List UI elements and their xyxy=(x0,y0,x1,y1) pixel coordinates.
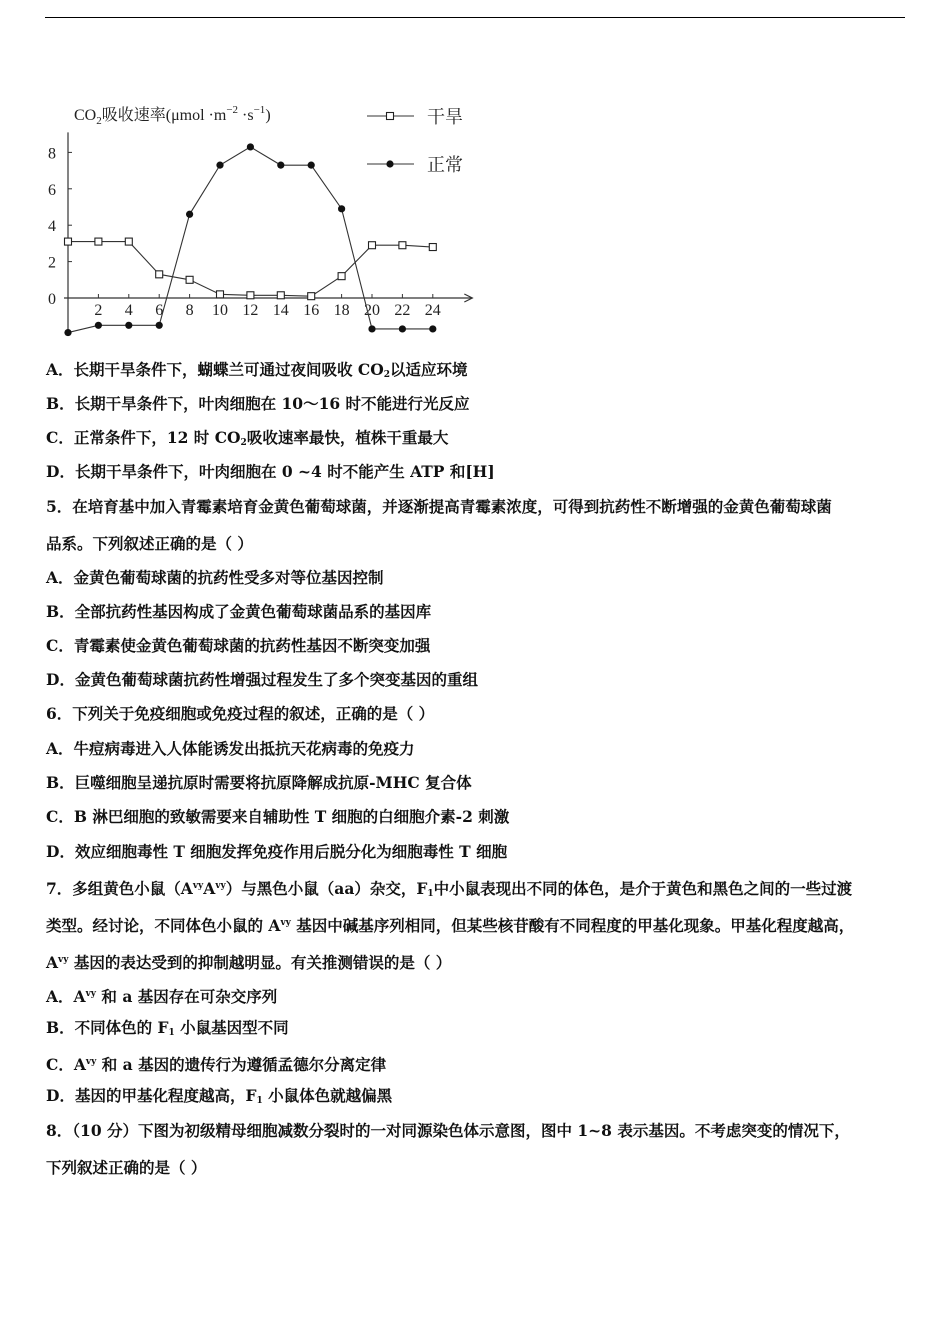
x-tick-label: 18 xyxy=(333,302,350,319)
q4-option-c: C．正常条件下，12 时 $CO_2$吸收速率最快，植株干重最大 xyxy=(46,428,449,448)
data-point-normal xyxy=(277,162,284,169)
data-point-normal xyxy=(64,329,71,336)
q8-stem-line2: 下列叙述正确的是（ ） xyxy=(46,1158,207,1177)
data-point-normal xyxy=(368,325,375,332)
data-point-drought xyxy=(338,273,345,280)
q5-option-d: D．金黄色葡萄球菌抗药性增强过程发生了多个突变基因的重组 xyxy=(46,670,478,689)
series-line-0 xyxy=(68,242,433,297)
data-point-drought xyxy=(247,292,254,299)
q7-option-b: B．不同体色的 $F_1$ 小鼠基因型不同 xyxy=(46,1018,289,1038)
data-point-normal xyxy=(247,143,254,150)
x-tick-label: 20 xyxy=(364,302,380,319)
q5-option-c: C．青霉素使金黄色葡萄球菌的抗药性基因不断突变加强 xyxy=(46,636,431,655)
data-point-drought xyxy=(399,242,406,249)
q4-option-d: D．长期干旱条件下，叶肉细胞在 0 ~4 时不能产生 ATP 和[H] xyxy=(46,462,495,481)
data-point-drought xyxy=(217,291,224,298)
x-tick-label: 12 xyxy=(242,302,259,319)
q5-option-b: B．全部抗药性基因构成了金黄色葡萄球菌品系的基因库 xyxy=(46,602,432,621)
data-point-normal xyxy=(308,162,315,169)
q4-option-a: A．长期干旱条件下，蝴蝶兰可通过夜间吸收 $CO_2$以适应环境 xyxy=(46,360,468,380)
legend-label: 干旱 xyxy=(427,107,463,128)
data-point-drought xyxy=(308,293,315,300)
legend-marker xyxy=(386,160,393,167)
data-point-drought xyxy=(95,238,102,245)
data-point-drought xyxy=(156,271,163,278)
legend-label: 正常 xyxy=(427,155,463,176)
x-tick-label: 22 xyxy=(394,302,411,319)
data-point-normal xyxy=(338,205,345,212)
x-tick-label: 2 xyxy=(94,302,103,319)
data-point-normal xyxy=(95,322,102,329)
y-tick-label: 6 xyxy=(48,181,56,199)
data-point-normal xyxy=(186,211,193,218)
q5-stem-line1: 5．在培育基中加入青霉素培育金黄色葡萄球菌，并逐渐提高青霉素浓度，可得到抗药性不断增强的金黄色葡萄球菌 xyxy=(46,497,832,516)
y-tick-label: 2 xyxy=(48,254,56,272)
data-point-drought xyxy=(369,242,376,249)
x-tick-label: 14 xyxy=(272,302,289,319)
x-tick-label: 8 xyxy=(185,302,194,319)
x-tick-label: 16 xyxy=(303,302,320,319)
y-tick-label: 4 xyxy=(48,218,56,236)
data-point-normal xyxy=(156,322,163,329)
q6-stem: 6．下列关于免疫细胞或免疫过程的叙述，正确的是（ ） xyxy=(46,704,435,723)
q5-stem-line2: 品系。下列叙述正确的是（ ） xyxy=(46,534,253,553)
chart-legend xyxy=(367,107,463,176)
y-tick-label: 8 xyxy=(48,145,56,163)
x-tick-label: 24 xyxy=(424,302,441,319)
q7-option-a: A．$A^{vy}$ 和 a 基因存在可杂交序列 xyxy=(46,987,278,1006)
data-point-drought xyxy=(277,292,284,299)
q7-stem-line2: 类型。经讨论，不同体色小鼠的 $A^{vy}$ 基因中碱基序列相同，但某些核苷酸有不同程度的甲基化现象。甲基化程度越高， xyxy=(46,916,855,935)
q6-option-d: D．效应细胞毒性 T 细胞发挥免疫作用后脱分化为细胞毒性 T 细胞 xyxy=(46,842,508,861)
x-tick-label: 6 xyxy=(155,302,164,319)
q8-stem-line1: 8．（10 分）下图为初级精母细胞减数分裂时的一对同源染色体示意图，图中 1~8 表示基因。不考虑突变的情况下， xyxy=(46,1121,850,1140)
q6-option-b: B．巨噬细胞呈递抗原时需要将抗原降解成抗原-MHC 复合体 xyxy=(46,773,472,792)
legend-marker xyxy=(387,113,394,120)
header-rule xyxy=(45,17,905,18)
y-tick-label: 0 xyxy=(48,291,56,308)
q7-option-d: D．基因的甲基化程度越高，$F_1$ 小鼠体色就越偏黑 xyxy=(46,1086,393,1106)
data-point-normal xyxy=(399,325,406,332)
q7-stem-line3: $A^{vy}$ 基因的表达受到的抑制越明显。有关推测错误的是（ ） xyxy=(46,953,452,972)
data-point-normal xyxy=(125,322,132,329)
q4-option-b: B．长期干旱条件下，叶肉细胞在 10～16 时不能进行光反应 xyxy=(46,394,470,413)
data-point-normal xyxy=(429,325,436,332)
data-point-drought xyxy=(125,238,132,245)
y-axis-label: $CO_2$吸收速率$(\mu mol \cdot m^{-2} \cdot s^{-1})$ xyxy=(74,104,271,127)
x-tick-label: 4 xyxy=(124,302,133,319)
data-point-normal xyxy=(216,162,223,169)
q7-stem-line1: 7．多组黄色小鼠$(A^{vy}A^{vy})$与黑色小鼠（aa）杂交，$F_1$中小鼠表现出不同的体色，是介于黄色和黑色之间的一些过渡 xyxy=(46,879,853,899)
x-tick-label: 10 xyxy=(212,302,228,319)
data-point-drought xyxy=(186,276,193,283)
co2-absorption-chart xyxy=(48,98,492,348)
chart-axes xyxy=(48,132,472,332)
data-point-drought xyxy=(429,244,436,251)
q7-option-c: C．$A^{vy}$ 和 a 基因的遗传行为遵循孟德尔分离定律 xyxy=(46,1055,387,1074)
q6-option-c: C．B 淋巴细胞的致敏需要来自辅助性 T 细胞的白细胞介素-2 刺激 xyxy=(46,807,510,826)
data-point-drought xyxy=(65,238,72,245)
q6-option-a: A．牛痘病毒进入人体能诱发出抵抗天花病毒的免疫力 xyxy=(46,739,415,758)
q5-option-a: A．金黄色葡萄球菌的抗药性受多对等位基因控制 xyxy=(46,568,384,587)
